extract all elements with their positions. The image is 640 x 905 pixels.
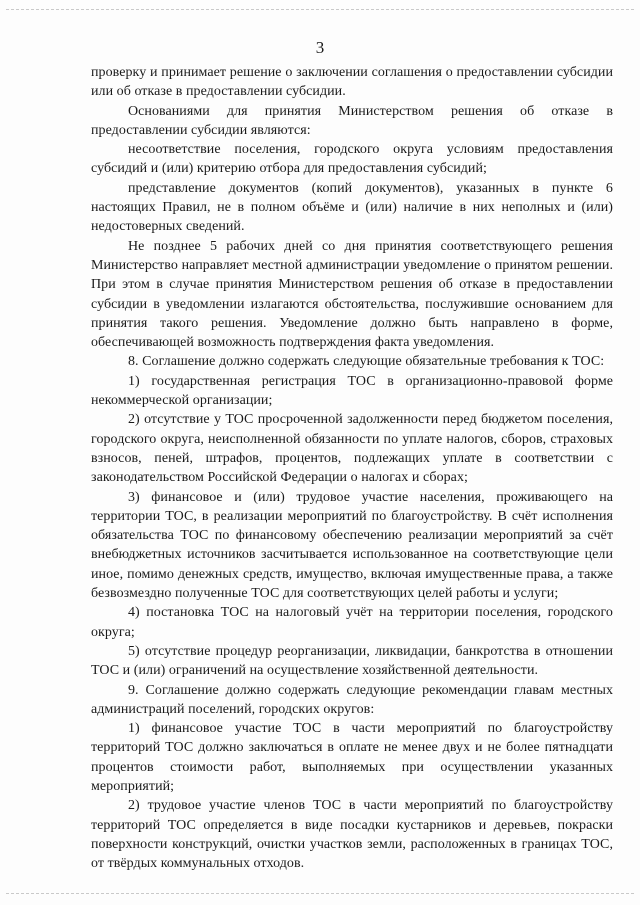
scan-bottom-edge: [6, 893, 634, 894]
list-item-8-3: 3) финансовое и (или) трудовое участие населения, проживающего на территории ТОС, в реализации мероприятий по благоустройству. В счёт исполнения обязательства ТОС по финансовому обеспечению реализации мероприятий за счёт внебюджетных источников засчитывается использованное на соответствующие цели иное, помимо денежных средств, имущество, включая имущественные права, а также безвозмездно полученные ТОС для соответствующих целей работы и услуги;: [91, 489, 613, 602]
list-item-8-5: 5) отсутствие процедур реорганизации, ликвидации, банкротства в отношении ТОС и (или) ограничений на осуществление хозяйственной деятельности.: [91, 643, 613, 679]
list-item-8-1: 1) государственная регистрация ТОС в организационно-правовой форме некоммерческой организации;: [91, 373, 613, 409]
scan-top-edge: [6, 9, 634, 10]
list-item-9-2: 2) трудовое участие членов ТОС в части мероприятий по благоустройству территорий ТОС определяется в виде посадки кустарников и деревьев, покраски поверхности конструкций, очистки участков земли, расположенных в границах ТОС, от твёрдых коммунальных отходов.: [91, 798, 613, 872]
list-item-8-2: 2) отсутствие у ТОС просроченной задолженности перед бюджетом поселения, городского округа, неисполненной обязанности по уплате налогов, сборов, страховых взносов, пеней, штрафов, процентов, подлежащих уплате в соответствии с законодательством Российской Федерации о налогах и сборах;: [91, 412, 613, 486]
page-number: 3: [315, 38, 325, 57]
paragraph-continuation: проверку и принимает решение о заключении соглашения о предоставлении субсидии или об отказе в предоставлении субсидии.: [91, 65, 613, 100]
paragraph-notification: Не позднее 5 рабочих дней со дня принятия соответствующего решения Министерство направляет местной администрации уведомление о принятом решении. При этом в случае принятия Министерством решения об отказе в предоставлении субсидии в уведомлении излагаются обстоятельства, послужившие основанием для принятия такого решения. Уведомление должно быть направлено в форме, обеспечивающей возможность подтверждения факта уведомления.: [91, 238, 613, 351]
paragraph-refusal-grounds: Основаниями для принятия Министерством решения об отказе в предоставлении субсидии являются:: [91, 103, 613, 138]
list-item-8-4: 4) постановка ТОС на налоговый учёт на территории поселения, городского округа;: [91, 605, 613, 640]
paragraph-ground-documents: представление документов (копий документов), указанных в пункте 6 настоящих Правил, не в полном объёме и (или) наличие в них неполных и (или) недостоверных сведений.: [91, 180, 613, 235]
document-body: [91, 63, 613, 873]
paragraph-ground-noncompliance: несоответствие поселения, городского округа условиям предоставления субсидий и (или) критерию отбора для предоставления субсидий;: [91, 142, 613, 177]
paragraph-section-8: 8. Соглашение должно содержать следующие обязательные требования к ТОС:: [128, 354, 605, 370]
paragraph-section-9: 9. Соглашение должно содержать следующие рекомендации главам местных администраций поселений, городских округов:: [91, 682, 613, 717]
list-item-9-1: 1) финансовое участие ТОС в части мероприятий по благоустройству территорий ТОС должно заключаться в оплате не менее двух и не более пятнадцати процентов стоимости работ, выполняемых при осуществлении указанных мероприятий;: [91, 721, 613, 794]
